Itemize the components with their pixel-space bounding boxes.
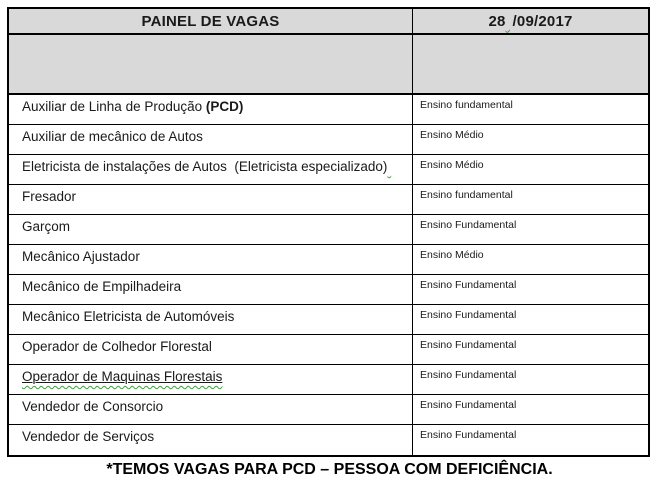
spellcheck-squiggle-icon bbox=[22, 369, 222, 384]
pcd-footer-note: *TEMOS VAGAS PARA PCD – PESSOA COM DEFICIÊNCIA. bbox=[106, 461, 553, 478]
date-rest: /09/2017 bbox=[512, 12, 573, 30]
education-cell: Ensino Fundamental bbox=[420, 369, 517, 381]
table-row bbox=[9, 365, 648, 395]
table-title: PAINEL DE VAGAS bbox=[141, 12, 280, 30]
job-title: Operador de Maquinas Florestais bbox=[22, 369, 223, 384]
job-title: Eletricista de instalações de Autos (Eletricista especializado) bbox=[22, 159, 388, 174]
empty-cell bbox=[413, 35, 648, 93]
job-cell bbox=[9, 365, 413, 394]
education-cell: Ensino Fundamental bbox=[420, 339, 517, 351]
job-cell: Operador de Colhedor Florestal bbox=[9, 335, 413, 364]
table-row bbox=[9, 245, 648, 275]
education-cell: Ensino Fundamental bbox=[420, 279, 517, 291]
table-date-cell bbox=[413, 9, 648, 33]
table-row bbox=[9, 335, 648, 365]
education-cell: Ensino Médio bbox=[420, 159, 484, 171]
education-cell: Ensino Fundamental bbox=[420, 219, 517, 231]
job-cell: Vendedor de Serviços bbox=[9, 425, 413, 455]
job-title: Auxiliar de Linha de Produção bbox=[22, 99, 206, 114]
job-cell: Garçom bbox=[9, 215, 413, 244]
table-row bbox=[9, 305, 648, 335]
education-cell: Ensino fundamental bbox=[420, 189, 513, 201]
job-cell: Auxiliar de mecânico de Autos bbox=[9, 125, 413, 154]
date-day: 28 bbox=[488, 12, 506, 30]
table-row bbox=[9, 155, 648, 185]
job-cell: Mecânico Ajustador bbox=[9, 245, 413, 274]
job-cell: Vendedor de Consorcio bbox=[9, 395, 413, 424]
education-cell: Ensino Fundamental bbox=[420, 309, 517, 321]
empty-spacer-row bbox=[9, 35, 648, 95]
table-row bbox=[9, 185, 648, 215]
table-row bbox=[9, 125, 648, 155]
education-cell: Ensino Médio bbox=[420, 129, 484, 141]
spellcheck-squiggle-icon bbox=[387, 159, 395, 174]
education-cell: Ensino fundamental bbox=[420, 99, 513, 111]
table-title-cell bbox=[9, 9, 413, 33]
spellcheck-squiggle-icon bbox=[506, 13, 513, 30]
empty-cell bbox=[9, 35, 413, 93]
education-cell: Ensino Fundamental bbox=[420, 429, 517, 441]
table-row bbox=[9, 275, 648, 305]
job-cell: Fresador bbox=[9, 185, 413, 214]
table-row bbox=[9, 95, 648, 125]
table-row bbox=[9, 215, 648, 245]
job-cell bbox=[9, 155, 413, 184]
job-cell: Mecânico de Empilhadeira bbox=[9, 275, 413, 304]
table-row bbox=[9, 425, 648, 455]
table-header-row bbox=[9, 9, 648, 35]
job-cell: Mecânico Eletricista de Automóveis bbox=[9, 305, 413, 334]
job-cell bbox=[9, 95, 413, 124]
job-title-bold-suffix: (PCD) bbox=[205, 99, 244, 114]
education-cell: Ensino Médio bbox=[420, 249, 484, 261]
education-cell: Ensino Fundamental bbox=[420, 399, 517, 411]
table-row bbox=[9, 395, 648, 425]
vacancies-table bbox=[7, 7, 650, 457]
